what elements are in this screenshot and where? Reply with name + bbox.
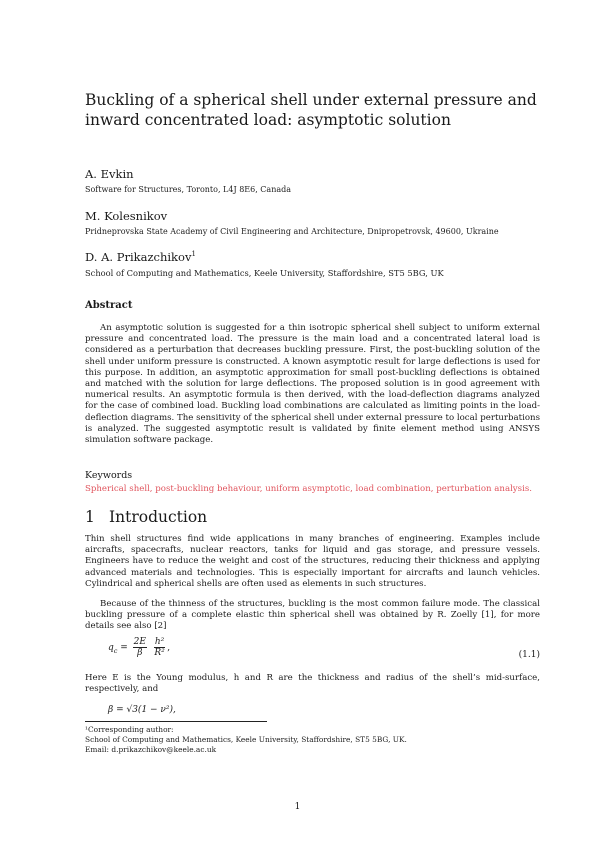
keywords-list: Spherical shell, post-buckling behaviour, uniform asymptotic, load combination, perturbation analysis. bbox=[85, 484, 532, 494]
intro-paragraph-1: Thin shell structures find wide applications in many branches of engineering. Examples include aircrafts, spacecrafts, nuclear reactors, tanks for liquid and gas storage, and pressure vessels. Engineers have to reduce the weight and cost of the structures, reducing their thickness and applying advanced materials and technologies. This is especially important for aircrafts and launch vehicles. Cylindrical and spherical shells are often used as elements in such structures. bbox=[85, 534, 540, 589]
intro-paragraph-2: Because of the thinness of the structures, buckling is the most common failure mode. The classical buckling pressure of a complete elastic thin spherical shell was obtained by R. Zoelly [1], for more details see also [2] bbox=[85, 599, 540, 632]
equation-label: (1.1) bbox=[518, 650, 540, 660]
author-affiliation: School of Computing and Mathematics, Keele University, Staffordshire, ST5 5BG, UK bbox=[85, 268, 444, 278]
author-name: M. Kolesnikov bbox=[85, 209, 168, 223]
footnote-rule bbox=[85, 721, 267, 722]
author-name: D. A. Prikazchikov bbox=[85, 250, 192, 264]
author-name: A. Evkin bbox=[85, 167, 134, 181]
abstract-text: An asymptotic solution is suggested for a thin isotropic spherical shell subject to uniform external pressure and concentrated load. The pressure is the main load and a concentrated lateral load is considered as a perturbation that decreases buckling pressure. First, the post-buckling solution of the shell under uniform pressure is constructed. A known asymptotic result for large deflections is used for this purpose. In addition, an asymptotic approximation for small post-buckling deflections is obtained and matched with the solution for large deflections. The proposed solution is in good agreement with numerical results. An asymptotic formula is then derived, with the load-deflection diagrams analyzed for the case of combined load. Buckling load combinations are calculated as limiting points in the load-deflection diagrams. The sensitivity of the spherical shell under external pressure to local perturbations is analyzed. The suggested asymptotic result is validated by finite element method using ANSYS simulation software package. bbox=[85, 323, 540, 446]
equation-beta: β = √3(1 − ν²), bbox=[108, 705, 176, 715]
equation-1-1: $q_c$ = $\frac{2E}{\beta}$ $\frac{\text{h²}}{\text{R²}}$ , bbox=[108, 637, 171, 658]
author-affiliation: Pridneprovska State Academy of Civil Engineering and Architecture, Dnipropetrovsk, 49600, Ukraine bbox=[85, 227, 499, 236]
keywords-heading: Keywords bbox=[85, 470, 133, 481]
author-affiliation: Software for Structures, Toronto, L4J 8E6, Canada bbox=[85, 185, 292, 194]
footnote-marker: 1 bbox=[191, 250, 196, 259]
page-number: 1 bbox=[294, 802, 301, 812]
paper-title: Buckling of a spherical shell under external pressure and inward concentrated load: asymptotic solution bbox=[85, 91, 537, 129]
section-number: 1 bbox=[85, 508, 95, 526]
footnote-email: Email: d.prikazchikov@keele.ac.uk bbox=[85, 745, 217, 754]
section-title: Introduction bbox=[109, 508, 208, 526]
footnote-label: ¹Corresponding author: bbox=[85, 725, 174, 734]
author-name-line bbox=[85, 250, 196, 264]
fraction: $\frac{2E}{\beta}$ bbox=[133, 637, 146, 658]
abstract-heading: Abstract bbox=[85, 300, 133, 311]
fraction: $\frac{\text{h²}}{\text{R²}}$ bbox=[154, 637, 165, 658]
intro-paragraph-3: Here E is the Young modulus, h and R are the thickness and radius of the shell’s mid-surface, respectively, and bbox=[85, 673, 540, 695]
section-heading-introduction bbox=[85, 508, 207, 526]
footnote-line: School of Computing and Mathematics, Keele University, Staffordshire, ST5 5BG, UK. bbox=[85, 735, 407, 744]
